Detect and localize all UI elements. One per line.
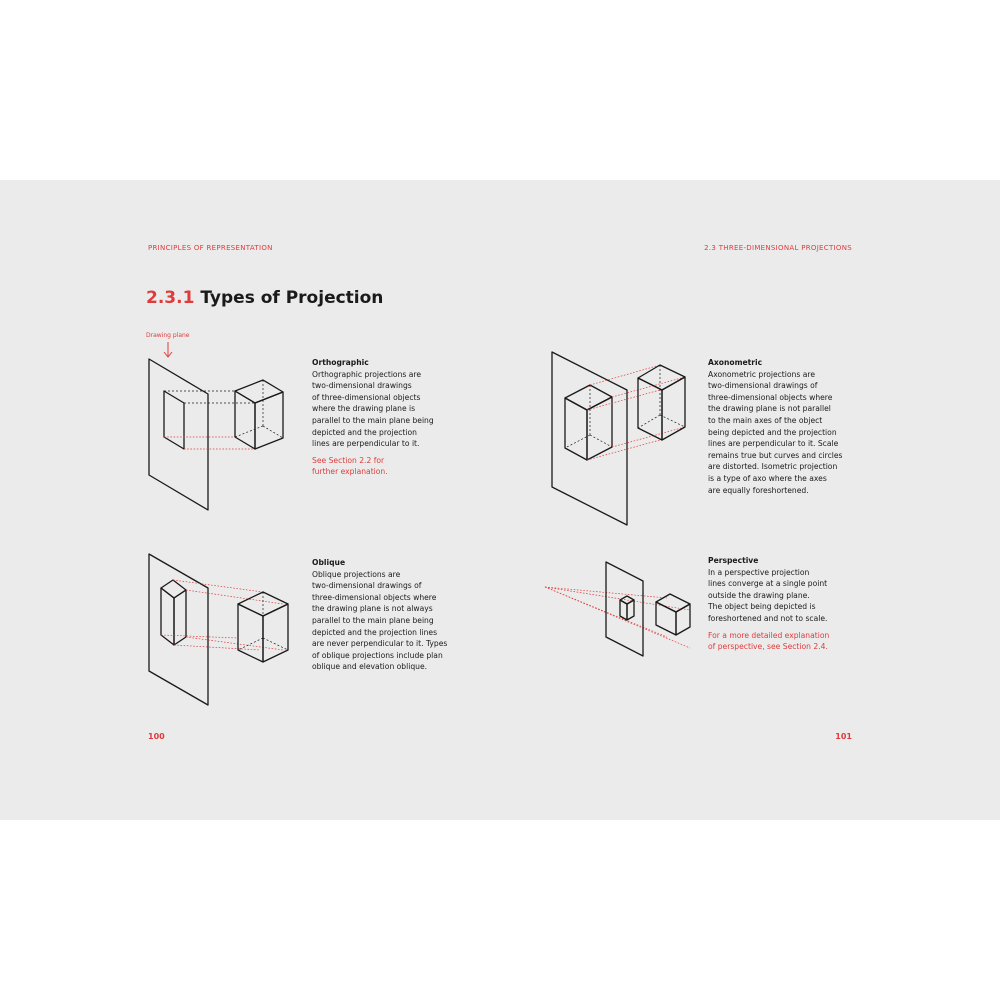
page-number-left: 100: [148, 732, 165, 741]
perspective-note: For a more detailed explanation of perspective, see Section 2.4.: [708, 630, 830, 652]
section-title-text: Types of Projection: [200, 288, 384, 308]
page-number-right: 101: [835, 732, 852, 741]
oblique-heading: Oblique: [312, 558, 346, 567]
axonometric-heading: Axonometric: [708, 358, 763, 367]
oblique-body: Oblique projections are two-dimensional drawings of three-dimensional objects where the drawing plane is not always parallel to the main plane being depicted and the projection lines are never perpendicular to it. Types of oblique projections include plan oblique and elevation oblique.: [312, 569, 448, 672]
orthographic-heading: Orthographic: [312, 358, 369, 367]
perspective-body: In a perspective projection lines converge at a single point outside the drawing plane. The object being depicted is foreshortened and not to scale.: [708, 567, 828, 623]
axonometric-body: Axonometric projections are two-dimensional drawings of three-dimensional objects where the drawing plane is not parallel to the main axes of the object being depicted and the projection lines are perpendicular to it. Scale remains true but curves and circles are distorted. Isometric projection is a type of axo where the axes are equally foreshortened.: [708, 369, 843, 495]
drawing-plane-label: Drawing plane: [146, 332, 190, 339]
section-number: 2.3.1: [146, 288, 195, 308]
orthographic-body: Orthographic projections are two-dimensional drawings of three-dimensional objects where the drawing plane is parallel to the main plane being depicted and the projection lines are perpendicular to it.: [312, 369, 434, 449]
running-head-left: PRINCIPLES OF REPRESENTATION: [148, 244, 273, 252]
book-spread: [0, 180, 1000, 820]
perspective-heading: Perspective: [708, 556, 759, 565]
perspective-diagram: [0, 180, 1000, 820]
running-head-right: 2.3 THREE-DIMENSIONAL PROJECTIONS: [704, 244, 852, 252]
perspective-text: [708, 555, 908, 653]
orthographic-note: See Section 2.2 for further explanation.: [312, 455, 388, 477]
